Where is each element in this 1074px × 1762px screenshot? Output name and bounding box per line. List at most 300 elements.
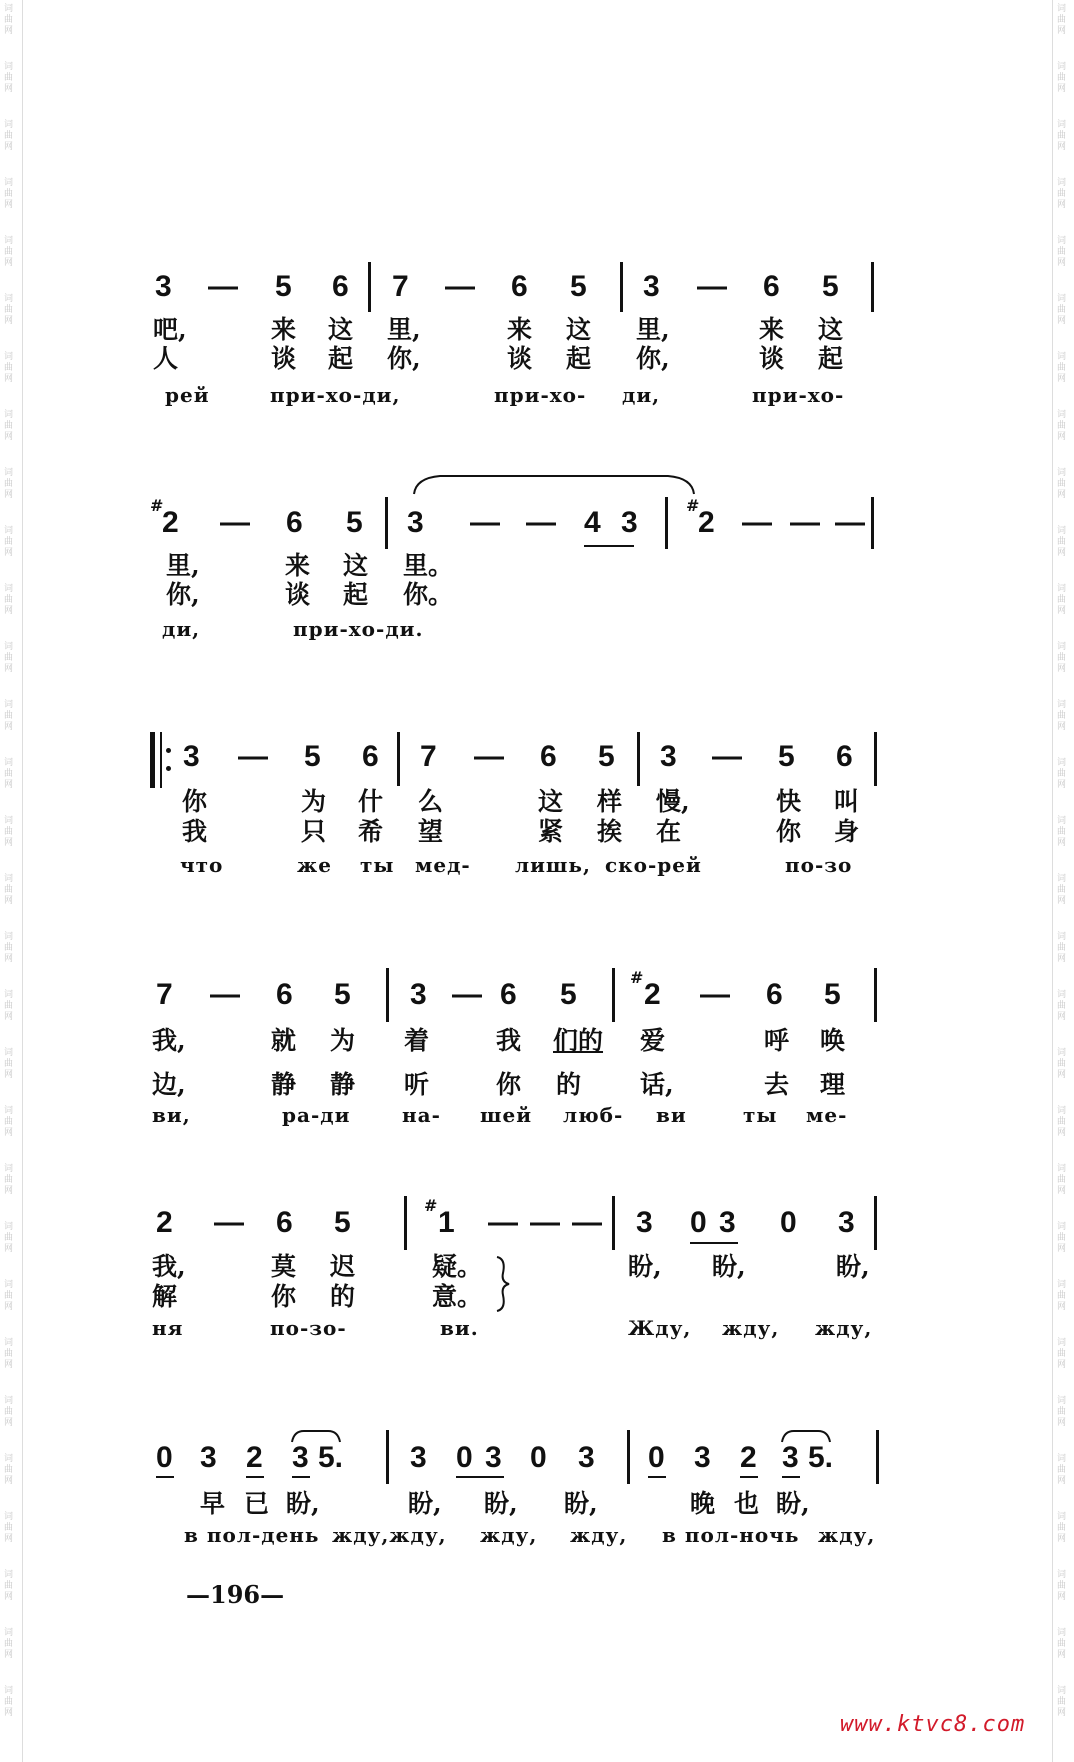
watermark-glyph: 曲 xyxy=(1057,711,1067,721)
watermark-glyph: 曲 xyxy=(4,885,14,895)
underline-beam xyxy=(584,545,634,547)
lyric: 身 xyxy=(834,817,860,846)
russian-lyric: что xyxy=(180,853,224,877)
lyric: 理 xyxy=(820,1070,846,1099)
sharp-sign: # xyxy=(424,1196,438,1215)
watermark-glyph: 网 xyxy=(4,1302,14,1312)
watermark-glyph: 曲 xyxy=(4,1697,14,1707)
watermark-glyph: 词 xyxy=(1057,1628,1067,1638)
watermark-glyph: 曲 xyxy=(4,827,14,837)
lyric: 盼, xyxy=(712,1252,746,1281)
lyric: 莫 xyxy=(271,1252,297,1281)
note: 6 xyxy=(286,506,303,539)
watermark-glyph: 曲 xyxy=(4,769,14,779)
watermark-glyph: 词 xyxy=(4,352,14,362)
watermark-glyph: 网 xyxy=(4,84,14,94)
russian-lyric: ме- xyxy=(806,1103,848,1127)
russian-lyric: Жду, xyxy=(628,1316,692,1340)
russian-lyric: люб- xyxy=(563,1103,624,1127)
watermark-glyph: 网 xyxy=(1057,548,1067,558)
watermark-glyph: 词 xyxy=(4,1628,14,1638)
russian-lyric: ня xyxy=(152,1316,184,1340)
watermark-glyph: 词 xyxy=(1057,4,1067,14)
note: 5 xyxy=(304,740,321,773)
russian-lyric: ди, xyxy=(622,383,661,407)
watermark-glyph: 词 xyxy=(4,758,14,768)
watermark-glyph: 网 xyxy=(1057,26,1067,36)
lyric: 你, xyxy=(166,580,200,609)
note: 2 xyxy=(162,506,179,539)
lyric: 紧 xyxy=(538,817,564,846)
lyric: 希 xyxy=(358,817,384,846)
russian-lyric: жду, xyxy=(818,1523,876,1547)
lyric: 盼, xyxy=(628,1252,662,1281)
watermark-glyph: 曲 xyxy=(1057,653,1067,663)
watermark-glyph: 网 xyxy=(1057,606,1067,616)
lyric: 盼, xyxy=(484,1489,518,1518)
watermark-glyph: 网 xyxy=(4,1476,14,1486)
lyric: 来 xyxy=(285,551,311,580)
underline-beam xyxy=(740,1476,758,1478)
watermark-glyph: 网 xyxy=(4,1708,14,1718)
watermark-glyph: 词 xyxy=(1057,62,1067,72)
lyric: 你, xyxy=(387,344,421,373)
watermark-glyph: 曲 xyxy=(4,1523,14,1533)
note: 2 xyxy=(644,978,661,1011)
watermark-glyph: 曲 xyxy=(1057,537,1067,547)
watermark-glyph: 曲 xyxy=(1057,1001,1067,1011)
lyric: 去 xyxy=(764,1070,790,1099)
lyric: 就 xyxy=(271,1026,297,1055)
watermark-glyph: 曲 xyxy=(4,1233,14,1243)
watermark-glyph: 曲 xyxy=(4,1465,14,1475)
note: 5 xyxy=(346,506,363,539)
barline xyxy=(386,1430,389,1484)
watermark-glyph: 网 xyxy=(1057,1708,1067,1718)
lyric: 谈 xyxy=(759,344,785,373)
slur xyxy=(410,470,700,498)
note: 3 xyxy=(643,270,660,303)
lyric: 起 xyxy=(343,580,369,609)
watermark-glyph: 词 xyxy=(1057,1454,1067,1464)
watermark-glyph: 网 xyxy=(4,1244,14,1254)
watermark-glyph: 曲 xyxy=(4,1291,14,1301)
watermark-glyph: 词 xyxy=(4,410,14,420)
note: 3 xyxy=(183,740,200,773)
russian-lyric: ты xyxy=(360,853,395,877)
right-brace xyxy=(494,1255,512,1313)
lyric: 意。 xyxy=(432,1282,483,1311)
lyric: 你 xyxy=(496,1070,522,1099)
watermark-glyph: 网 xyxy=(4,258,14,268)
watermark-glyph: 词 xyxy=(1057,526,1067,536)
note: 3 xyxy=(660,740,677,773)
underline-beam xyxy=(156,1476,174,1478)
watermark-glyph: 曲 xyxy=(1057,131,1067,141)
watermark-glyph: 词 xyxy=(1057,1048,1067,1058)
note: 0 xyxy=(530,1441,547,1474)
watermark-glyph: 曲 xyxy=(4,653,14,663)
lyric: 疑。 xyxy=(432,1252,483,1281)
watermark-glyph: 曲 xyxy=(1057,1581,1067,1591)
note: 3 xyxy=(694,1441,711,1474)
russian-lyric: шей xyxy=(480,1103,533,1127)
watermark-glyph: 曲 xyxy=(1057,1291,1067,1301)
lyric: 为 xyxy=(301,787,327,816)
underline-beam xyxy=(648,1476,666,1478)
watermark-glyph: 曲 xyxy=(1057,1233,1067,1243)
lyric: 盼, xyxy=(776,1489,810,1518)
lyric: 起 xyxy=(818,344,844,373)
note: 2 xyxy=(698,506,715,539)
lyric: 这 xyxy=(818,315,844,344)
watermark-glyph: 网 xyxy=(1057,374,1067,384)
watermark-glyph: 网 xyxy=(1057,1128,1067,1138)
russian-lyric: в пол-день xyxy=(184,1523,320,1547)
watermark-glyph: 曲 xyxy=(1057,827,1067,837)
russian-lyric: при-хо- xyxy=(494,383,587,407)
note: 0 xyxy=(780,1206,797,1239)
russian-lyric: на- xyxy=(402,1103,441,1127)
note-dash: — xyxy=(526,506,556,539)
watermark-glyph: 词 xyxy=(4,1338,14,1348)
note-dash: — xyxy=(530,1206,560,1239)
note: 5 xyxy=(822,270,839,303)
watermark-glyph: 网 xyxy=(4,1186,14,1196)
note-dash: — xyxy=(445,270,475,303)
watermark-glyph: 网 xyxy=(1057,1070,1067,1080)
note-dash: — xyxy=(572,1206,602,1239)
note: 3 xyxy=(200,1441,217,1474)
watermark-glyph: 曲 xyxy=(4,537,14,547)
watermark-glyph: 曲 xyxy=(4,1175,14,1185)
note: 5. xyxy=(808,1441,834,1474)
lyric: 呼 xyxy=(764,1026,790,1055)
watermark-glyph: 曲 xyxy=(1057,1697,1067,1707)
note-dash: — xyxy=(210,978,240,1011)
lyric: 唤 xyxy=(820,1026,846,1055)
repeat-start-thick xyxy=(150,732,155,788)
watermark-glyph: 网 xyxy=(4,200,14,210)
watermark-glyph: 词 xyxy=(1057,120,1067,130)
watermark-glyph: 词 xyxy=(1057,932,1067,942)
watermark-glyph: 曲 xyxy=(1057,363,1067,373)
watermark-glyph: 词 xyxy=(4,700,14,710)
lyric: 边, xyxy=(152,1070,186,1099)
watermark-glyph: 曲 xyxy=(1057,769,1067,779)
barline xyxy=(404,1196,407,1250)
watermark-glyph: 曲 xyxy=(4,15,14,25)
lyric: 人 xyxy=(153,344,179,373)
barline xyxy=(874,732,877,786)
sharp-sign: # xyxy=(686,496,700,515)
russian-lyric: при-хо-ди. xyxy=(293,617,424,641)
underline-beam xyxy=(246,1476,264,1478)
watermark-glyph: 词 xyxy=(1057,758,1067,768)
watermark-glyph: 词 xyxy=(1057,1570,1067,1580)
watermark-glyph: 词 xyxy=(4,1512,14,1522)
barline xyxy=(637,732,640,786)
watermark-glyph: 词 xyxy=(1057,584,1067,594)
barline xyxy=(397,732,400,786)
lyric: 我 xyxy=(182,817,208,846)
barline xyxy=(368,262,371,312)
watermark-glyph: 网 xyxy=(4,490,14,500)
watermark-glyph: 曲 xyxy=(1057,247,1067,257)
lyric: 我, xyxy=(152,1026,186,1055)
russian-lyric: ви. xyxy=(440,1316,479,1340)
watermark-glyph: 词 xyxy=(1057,1396,1067,1406)
note: 2 xyxy=(246,1441,263,1474)
watermark-glyph: 词 xyxy=(4,1570,14,1580)
lyric: 这 xyxy=(538,787,564,816)
watermark-glyph: 网 xyxy=(4,142,14,152)
lyric: 只 xyxy=(301,817,327,846)
watermark-glyph: 网 xyxy=(4,1592,14,1602)
watermark-glyph: 网 xyxy=(4,1128,14,1138)
lyric: 起 xyxy=(566,344,592,373)
lyric: 你, xyxy=(636,344,670,373)
russian-lyric: при-хо- xyxy=(752,383,845,407)
lyric: 听 xyxy=(404,1070,430,1099)
lyric: 爱 xyxy=(640,1026,666,1055)
lyric: 里, xyxy=(387,315,421,344)
lyric: 慢, xyxy=(656,787,690,816)
barline xyxy=(620,262,623,312)
watermark-glyph: 词 xyxy=(4,1686,14,1696)
lyric: 静 xyxy=(330,1070,356,1099)
lyric: 静 xyxy=(271,1070,297,1099)
watermark-glyph: 曲 xyxy=(1057,943,1067,953)
watermark-glyph: 网 xyxy=(4,664,14,674)
left-watermark-strip xyxy=(0,0,23,1762)
lyric: 叫 xyxy=(834,787,860,816)
watermark-glyph: 网 xyxy=(4,1418,14,1428)
sharp-sign: # xyxy=(630,968,644,987)
watermark-glyph: 词 xyxy=(1057,1338,1067,1348)
watermark-glyph: 曲 xyxy=(4,595,14,605)
watermark-glyph: 词 xyxy=(4,526,14,536)
lyric: 为 xyxy=(330,1026,356,1055)
note-dash: — xyxy=(712,740,742,773)
note-dash: — xyxy=(238,740,268,773)
note-dash: — xyxy=(470,506,500,539)
watermark-glyph: 曲 xyxy=(1057,1639,1067,1649)
watermark-glyph: 网 xyxy=(1057,1534,1067,1544)
underline-beam xyxy=(782,1476,800,1478)
lyric: 里, xyxy=(166,551,200,580)
watermark-glyph: 曲 xyxy=(1057,305,1067,315)
russian-lyric: при-хо-ди, xyxy=(270,383,401,407)
watermark-glyph: 网 xyxy=(1057,142,1067,152)
watermark-glyph: 词 xyxy=(1057,1164,1067,1174)
note: 6 xyxy=(836,740,853,773)
note: 5 xyxy=(778,740,795,773)
watermark-glyph: 曲 xyxy=(4,1349,14,1359)
note-pair: 4 3 xyxy=(584,506,644,539)
note: 6 xyxy=(332,270,349,303)
barline xyxy=(874,1196,877,1250)
note-dash: — xyxy=(700,978,730,1011)
barline xyxy=(874,968,877,1022)
russian-lyric: ско-рей xyxy=(605,853,702,877)
lyric: 已 xyxy=(244,1489,270,1518)
watermark-glyph: 网 xyxy=(4,1534,14,1544)
watermark-glyph: 曲 xyxy=(4,1581,14,1591)
note: 5 xyxy=(570,270,587,303)
watermark-glyph: 词 xyxy=(1057,178,1067,188)
sharp-sign: # xyxy=(150,496,164,515)
watermark-glyph: 网 xyxy=(4,838,14,848)
watermark-glyph: 词 xyxy=(4,1164,14,1174)
watermark-glyph: 曲 xyxy=(1057,421,1067,431)
watermark-glyph: 网 xyxy=(1057,200,1067,210)
watermark-glyph: 曲 xyxy=(4,421,14,431)
watermark-glyph: 曲 xyxy=(1057,479,1067,489)
watermark-glyph: 网 xyxy=(4,1012,14,1022)
watermark-glyph: 曲 xyxy=(1057,1175,1067,1185)
lyric: 盼, xyxy=(408,1489,442,1518)
note: 6 xyxy=(540,740,557,773)
underline-beam xyxy=(690,1242,738,1244)
note: 6 xyxy=(766,978,783,1011)
russian-lyric: лишь, xyxy=(515,853,591,877)
note: 3 xyxy=(636,1206,653,1239)
lyric: 你 xyxy=(182,787,208,816)
note: 5 xyxy=(334,978,351,1011)
watermark-glyph: 词 xyxy=(1057,236,1067,246)
lyric: 快 xyxy=(776,787,802,816)
watermark-glyph: 网 xyxy=(1057,84,1067,94)
watermark-glyph: 词 xyxy=(4,4,14,14)
watermark-glyph: 网 xyxy=(4,606,14,616)
lyric: 吧, xyxy=(153,315,187,344)
watermark-glyph: 词 xyxy=(1057,1512,1067,1522)
barline xyxy=(627,1430,630,1484)
russian-lyric: жду,жду, xyxy=(332,1523,447,1547)
barline xyxy=(386,968,389,1022)
russian-lyric: же xyxy=(297,853,332,877)
note: 6 xyxy=(763,270,780,303)
note-dash: — xyxy=(220,506,250,539)
barline xyxy=(612,1196,615,1250)
watermark-glyph: 词 xyxy=(4,294,14,304)
note: 2 xyxy=(740,1441,757,1474)
note: 7 xyxy=(392,270,409,303)
lyric: 解 xyxy=(152,1282,178,1311)
lyric: 也 xyxy=(734,1489,760,1518)
watermark-glyph: 网 xyxy=(4,896,14,906)
lyric: 在 xyxy=(656,817,682,846)
note: 7 xyxy=(420,740,437,773)
watermark-glyph: 词 xyxy=(1057,700,1067,710)
lyric: 来 xyxy=(759,315,785,344)
watermark-glyph: 曲 xyxy=(1057,189,1067,199)
watermark-glyph: 曲 xyxy=(4,479,14,489)
lyric: 谈 xyxy=(285,580,311,609)
watermark-glyph: 词 xyxy=(1057,1686,1067,1696)
lyric: 谈 xyxy=(507,344,533,373)
note: 6 xyxy=(276,1206,293,1239)
watermark-glyph: 词 xyxy=(4,178,14,188)
note-dash: — xyxy=(742,506,772,539)
watermark-glyph: 曲 xyxy=(4,1059,14,1069)
note-dash: — xyxy=(208,270,238,303)
underline-beam xyxy=(456,1476,504,1478)
watermark-glyph: 曲 xyxy=(1057,1523,1067,1533)
lyric: 迟 xyxy=(330,1252,356,1281)
lyric: 里, xyxy=(636,315,670,344)
russian-lyric: по-зо xyxy=(785,853,853,877)
watermark-glyph: 曲 xyxy=(4,189,14,199)
watermark-glyph: 网 xyxy=(4,316,14,326)
watermark-glyph: 网 xyxy=(4,1650,14,1660)
lyric: 起 xyxy=(328,344,354,373)
note-pair: 0 3 xyxy=(456,1441,504,1474)
note: 5 xyxy=(560,978,577,1011)
note: 3 xyxy=(838,1206,855,1239)
watermark-glyph: 词 xyxy=(1057,874,1067,884)
lyric: 来 xyxy=(271,315,297,344)
watermark-glyph: 词 xyxy=(4,874,14,884)
watermark-glyph: 词 xyxy=(1057,816,1067,826)
watermark-glyph: 词 xyxy=(4,1106,14,1116)
lyric: 来 xyxy=(507,315,533,344)
watermark-glyph: 词 xyxy=(1057,468,1067,478)
watermark-glyph: 网 xyxy=(4,548,14,558)
watermark-glyph: 网 xyxy=(1057,316,1067,326)
note: 3 xyxy=(782,1441,799,1474)
note: 3 xyxy=(407,506,424,539)
note-dash: — xyxy=(697,270,727,303)
russian-lyric: ты xyxy=(743,1103,778,1127)
russian-lyric: по-зо- xyxy=(270,1316,347,1340)
watermark-glyph: 词 xyxy=(4,642,14,652)
repeat-start-thin xyxy=(160,732,162,788)
note: 3 xyxy=(410,1441,427,1474)
russian-lyric: ди, xyxy=(162,617,201,641)
watermark-glyph: 词 xyxy=(4,236,14,246)
watermark-glyph: 词 xyxy=(1057,1106,1067,1116)
watermark-glyph: 曲 xyxy=(1057,73,1067,83)
watermark-glyph: 词 xyxy=(4,990,14,1000)
note: 5. xyxy=(318,1441,344,1474)
watermark-glyph: 曲 xyxy=(4,363,14,373)
repeat-dot xyxy=(166,766,171,771)
lyric: 盼, xyxy=(286,1489,320,1518)
lyric: 们的 xyxy=(553,1026,604,1055)
watermark-glyph: 词 xyxy=(4,62,14,72)
watermark-glyph: 网 xyxy=(1057,258,1067,268)
watermark-glyph: 曲 xyxy=(1057,1465,1067,1475)
watermark-glyph: 网 xyxy=(1057,1186,1067,1196)
note-pair: 0 3 xyxy=(690,1206,738,1239)
watermark-glyph: 网 xyxy=(4,374,14,384)
barline xyxy=(876,1430,879,1484)
lyric: 什 xyxy=(358,787,384,816)
watermark-glyph: 网 xyxy=(1057,664,1067,674)
watermark-glyph: 网 xyxy=(1057,1476,1067,1486)
lyric: 里。 xyxy=(403,551,454,580)
watermark-glyph: 曲 xyxy=(1057,1059,1067,1069)
watermark-glyph: 曲 xyxy=(1057,595,1067,605)
note-dash: — xyxy=(474,740,504,773)
note: 0 xyxy=(156,1441,173,1474)
watermark-glyph: 词 xyxy=(1057,294,1067,304)
note: 5 xyxy=(334,1206,351,1239)
lyric: 样 xyxy=(597,787,623,816)
russian-lyric: ра-ди xyxy=(282,1103,351,1127)
